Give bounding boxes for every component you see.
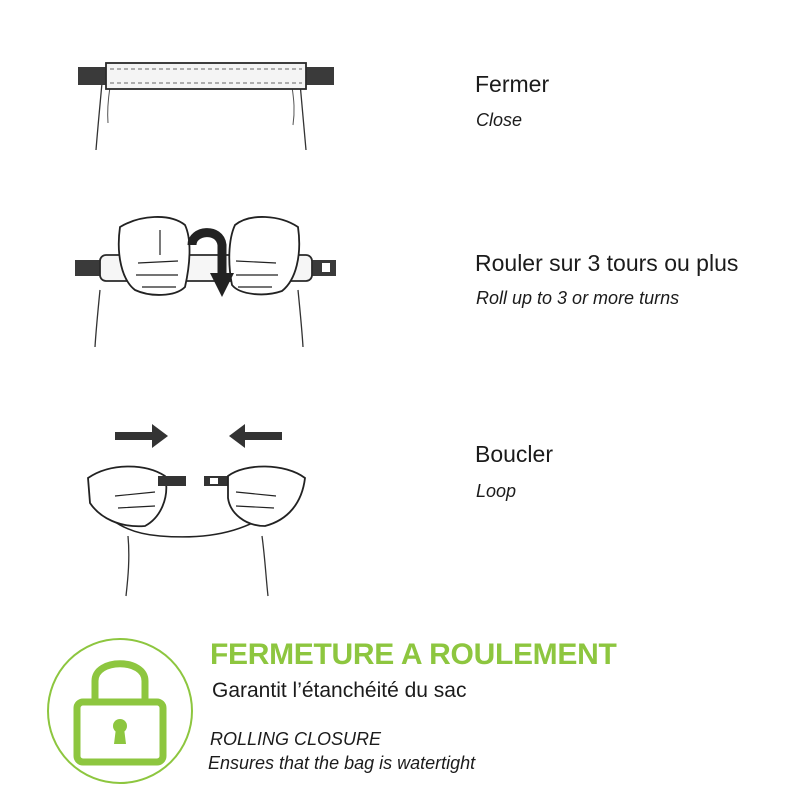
step-label-en: Roll up to 3 or more turns <box>476 288 680 308</box>
padlock-icon <box>45 636 195 786</box>
closed-bag-top-icon <box>60 55 350 155</box>
footer-en-subtitle: Ensures that the bag is watertight <box>208 753 476 773</box>
rolling-hands-icon <box>60 205 350 350</box>
padlock-badge <box>45 636 195 786</box>
footer-title: FERMETURE A ROULEMENT <box>210 638 617 671</box>
step-label-en: Close <box>476 110 523 130</box>
step-label-fr: Rouler sur 3 tours ou plus <box>475 250 739 276</box>
buckling-hands-icon <box>60 418 350 598</box>
footer-subtitle: Garantit l’étanchéité du sac <box>212 679 467 702</box>
step-label-en: Loop <box>476 481 517 501</box>
step-label-fr: Fermer <box>475 71 550 97</box>
step-label-fr: Boucler <box>475 441 553 467</box>
footer-en-title: ROLLING CLOSURE <box>210 729 382 749</box>
